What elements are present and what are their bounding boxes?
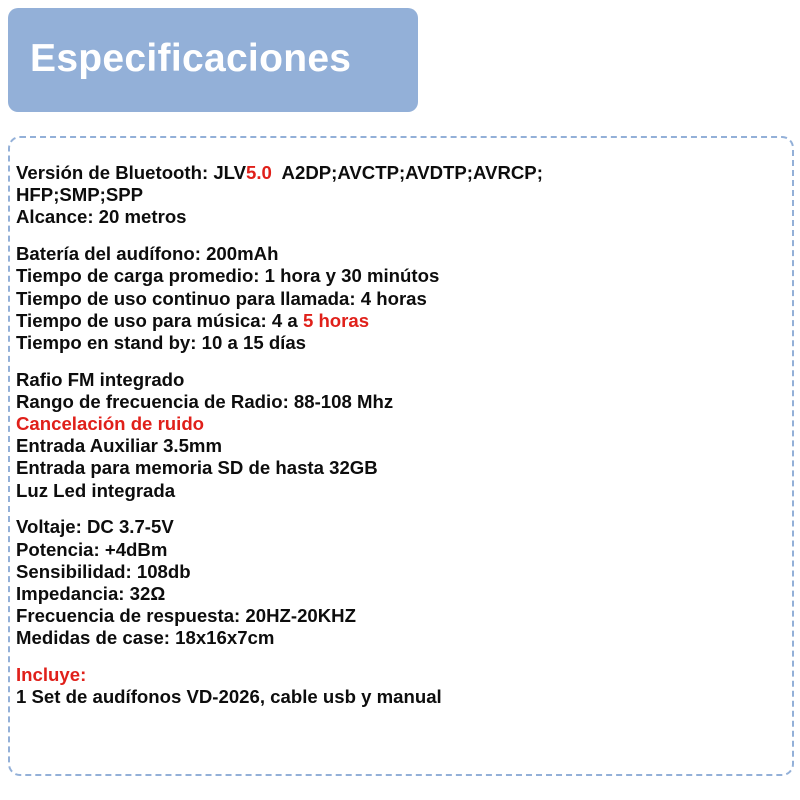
spacer — [16, 354, 786, 369]
spec-bluetooth-line-1 — [16, 162, 786, 184]
spec-music-time-label: Tiempo de uso para música: 4 a — [16, 309, 303, 331]
spec-battery: Batería del audífono: 200mAh — [16, 243, 279, 265]
spec-sensitivity: Sensibilidad: 108db — [16, 560, 191, 582]
spec-bluetooth-profiles-a: A2DP;AVCTP;AVDTP;AVRCP; — [271, 162, 543, 183]
spec-bluetooth-line-2: HFP;SMP;SPP — [16, 184, 144, 206]
specs-list — [16, 162, 786, 708]
spacer — [16, 502, 786, 517]
spec-led: Luz Led integrada — [16, 479, 176, 501]
spacer — [16, 229, 786, 244]
spec-standby: Tiempo en stand by: 10 a 15 días — [16, 331, 307, 353]
spec-freq-response: Frecuencia de respuesta: 20HZ-20KHZ — [16, 605, 356, 627]
spec-radio-range: Rango de frecuencia de Radio: 88-108 Mhz — [16, 390, 394, 412]
spec-bluetooth-version: 5.0 — [246, 162, 272, 183]
spec-voltage: Voltaje: DC 3.7-5V — [16, 516, 174, 538]
spec-bluetooth-label: Versión de Bluetooth: JLV — [16, 162, 247, 183]
page-title: Especificaciones — [30, 37, 352, 80]
spec-impedance: Impedancia: 32Ω — [16, 582, 166, 604]
header-tab — [8, 8, 418, 112]
spec-power: Potencia: +4dBm — [16, 538, 168, 560]
spec-case-size: Medidas de case: 18x16x7cm — [16, 627, 275, 649]
spec-includes-label: Incluye: — [16, 664, 87, 686]
spec-noise-cancel: Cancelación de ruido — [16, 413, 205, 435]
spec-music-time — [16, 310, 786, 332]
spec-fm-radio: Rafio FM integrado — [16, 368, 185, 390]
spec-range: Alcance: 20 metros — [16, 206, 187, 228]
spec-call-time: Tiempo de uso continuo para llamada: 4 horas — [16, 287, 427, 309]
spec-includes-value: 1 Set de audífonos VD-2026, cable usb y manual — [16, 686, 442, 708]
spec-aux-input: Entrada Auxiliar 3.5mm — [16, 435, 222, 457]
spacer — [16, 650, 786, 665]
spec-charge-time: Tiempo de carga promedio: 1 hora y 30 minútos — [16, 265, 440, 287]
spec-sd-input: Entrada para memoria SD de hasta 32GB — [16, 457, 378, 479]
spec-music-time-highlight: 5 horas — [302, 309, 370, 331]
